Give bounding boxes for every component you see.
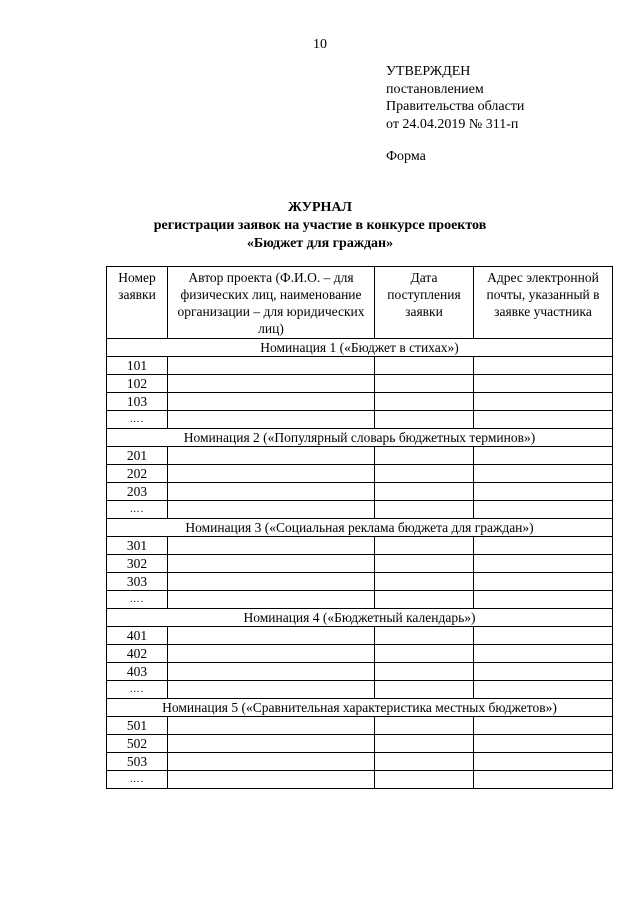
email-cell — [474, 411, 613, 429]
application-number-cell: …. — [107, 501, 168, 519]
author-cell — [168, 735, 375, 753]
table-row — [107, 663, 613, 681]
author-cell — [168, 717, 375, 735]
application-number-cell: 202 — [107, 465, 168, 483]
table-row — [107, 627, 613, 645]
table-row — [107, 447, 613, 465]
date-cell — [375, 447, 474, 465]
application-number-cell: 203 — [107, 483, 168, 501]
page-number: 10 — [313, 37, 327, 52]
date-cell — [375, 681, 474, 699]
email-cell — [474, 465, 613, 483]
table-row — [107, 501, 613, 519]
column-header: Номер заявки — [107, 267, 168, 339]
date-cell — [375, 591, 474, 609]
date-cell — [375, 573, 474, 591]
email-cell — [474, 663, 613, 681]
date-cell — [375, 393, 474, 411]
date-cell — [375, 357, 474, 375]
date-cell — [375, 375, 474, 393]
author-cell — [168, 447, 375, 465]
date-cell — [375, 555, 474, 573]
email-cell — [474, 771, 613, 789]
author-cell — [168, 483, 375, 501]
table-row — [107, 393, 613, 411]
nomination-title: Номинация 2 («Популярный словарь бюджетных терминов») — [107, 429, 613, 447]
table-row — [107, 537, 613, 555]
application-number-cell: 302 — [107, 555, 168, 573]
email-cell — [474, 537, 613, 555]
email-cell — [474, 573, 613, 591]
table-row — [107, 375, 613, 393]
application-number-cell: …. — [107, 591, 168, 609]
date-cell — [375, 771, 474, 789]
email-cell — [474, 393, 613, 411]
email-cell — [474, 591, 613, 609]
table-row — [107, 591, 613, 609]
nomination-row — [107, 609, 613, 627]
nomination-title: Номинация 5 («Сравнительная характеристика местных бюджетов») — [107, 699, 613, 717]
approval-line: постановлением — [386, 81, 484, 97]
application-number-cell: 401 — [107, 627, 168, 645]
nomination-title: Номинация 1 («Бюджет в стихах») — [107, 339, 613, 357]
author-cell — [168, 771, 375, 789]
author-cell — [168, 375, 375, 393]
date-cell — [375, 627, 474, 645]
approval-block — [386, 63, 524, 133]
author-cell — [168, 753, 375, 771]
application-number-cell: 502 — [107, 735, 168, 753]
table-row — [107, 735, 613, 753]
email-cell — [474, 375, 613, 393]
nomination-title: Номинация 4 («Бюджетный календарь») — [107, 609, 613, 627]
table-row — [107, 483, 613, 501]
document-title — [0, 199, 640, 253]
date-cell — [375, 537, 474, 555]
date-cell — [375, 483, 474, 501]
date-cell — [375, 735, 474, 753]
author-cell — [168, 555, 375, 573]
nomination-row — [107, 699, 613, 717]
email-cell — [474, 447, 613, 465]
application-number-cell: 101 — [107, 357, 168, 375]
date-cell — [375, 411, 474, 429]
table-row — [107, 411, 613, 429]
column-header: Дата поступления заявки — [375, 267, 474, 339]
email-cell — [474, 753, 613, 771]
nomination-row — [107, 339, 613, 357]
date-cell — [375, 663, 474, 681]
table-row — [107, 717, 613, 735]
application-number-cell: …. — [107, 411, 168, 429]
email-cell — [474, 555, 613, 573]
author-cell — [168, 465, 375, 483]
application-number-cell: …. — [107, 771, 168, 789]
application-number-cell: 503 — [107, 753, 168, 771]
title-line: ЖУРНАЛ — [288, 200, 352, 215]
author-cell — [168, 393, 375, 411]
date-cell — [375, 717, 474, 735]
approval-line: Правительства области — [386, 99, 525, 114]
registration-journal-table — [106, 266, 613, 789]
nomination-row — [107, 429, 613, 447]
date-cell — [375, 465, 474, 483]
title-line: «Бюджет для граждан» — [246, 236, 394, 251]
application-number-cell: 102 — [107, 375, 168, 393]
column-header: Автор проекта (Ф.И.О. – для физических лиц, наименование организации – для юридических лиц) — [168, 267, 375, 339]
nomination-title: Номинация 3 («Социальная реклама бюджета для граждан») — [107, 519, 613, 537]
table-header-row — [107, 267, 613, 339]
table-row — [107, 753, 613, 771]
table-row — [107, 573, 613, 591]
email-cell — [474, 627, 613, 645]
approval-line: УТВЕРЖДЕН — [386, 64, 471, 79]
application-number-cell: 403 — [107, 663, 168, 681]
author-cell — [168, 663, 375, 681]
column-header: Адрес электронной почты, указанный в заявке участника — [474, 267, 613, 339]
email-cell — [474, 717, 613, 735]
table-row — [107, 681, 613, 699]
author-cell — [168, 681, 375, 699]
application-number-cell: 402 — [107, 645, 168, 663]
application-number-cell: 501 — [107, 717, 168, 735]
email-cell — [474, 357, 613, 375]
email-cell — [474, 483, 613, 501]
application-number-cell: 301 — [107, 537, 168, 555]
author-cell — [168, 591, 375, 609]
title-line: регистрации заявок на участие в конкурсе проектов — [153, 218, 487, 233]
application-number-cell: …. — [107, 681, 168, 699]
email-cell — [474, 735, 613, 753]
application-number-cell: 103 — [107, 393, 168, 411]
table-row — [107, 771, 613, 789]
table-body — [107, 339, 613, 789]
author-cell — [168, 645, 375, 663]
table-row — [107, 357, 613, 375]
nomination-row — [107, 519, 613, 537]
form-label: Форма — [386, 149, 426, 164]
author-cell — [168, 573, 375, 591]
table-row — [107, 645, 613, 663]
author-cell — [168, 357, 375, 375]
email-cell — [474, 645, 613, 663]
table-row — [107, 465, 613, 483]
author-cell — [168, 411, 375, 429]
email-cell — [474, 681, 613, 699]
table-row — [107, 555, 613, 573]
date-cell — [375, 753, 474, 771]
application-number-cell: 201 — [107, 447, 168, 465]
email-cell — [474, 501, 613, 519]
author-cell — [168, 501, 375, 519]
author-cell — [168, 627, 375, 645]
date-cell — [375, 645, 474, 663]
date-cell — [375, 501, 474, 519]
approval-line: от 24.04.2019 № 311-п — [386, 116, 519, 132]
author-cell — [168, 537, 375, 555]
application-number-cell: 303 — [107, 573, 168, 591]
